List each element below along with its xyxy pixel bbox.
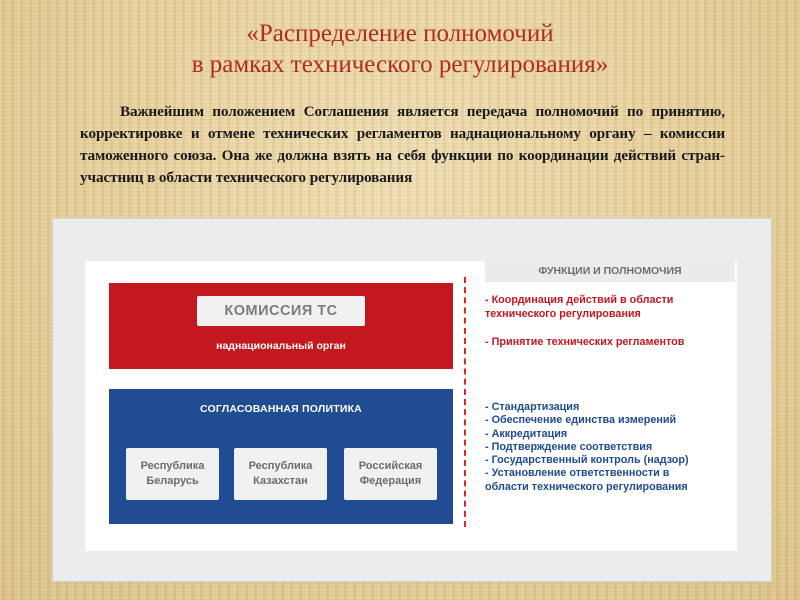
policy-function-0: - Стандартизация (485, 401, 580, 413)
commission-functions-list (485, 293, 745, 363)
commission-subtitle: наднациональный орган (216, 340, 346, 352)
diagram-overlay (52, 218, 770, 580)
slide-title (0, 18, 800, 80)
policy-function-3: - Подтверждение соответствия (485, 440, 653, 453)
policy-function-5-line-2: области технического регулирования (485, 480, 688, 493)
country-kazakhstan-line-1: Республика (248, 460, 313, 472)
slide-title-line-2: в рамках технического регулирования» (191, 51, 609, 78)
policy-function-4: - Государственный контроль (надзор) (485, 454, 689, 467)
country-russia-line-1: Российская (358, 460, 423, 472)
country-box-russia (344, 448, 437, 500)
policy-function-5-line-1: - Установление ответственности в (485, 467, 670, 480)
policy-function-1: - Обеспечение единства измерений (485, 414, 677, 427)
country-belarus-line-2: Беларусь (146, 475, 199, 487)
intro-paragraph: Важнейшим положением Соглашения является передача полномочий по принятию, корректировке и отмене технических регламентов наднациональному органу – комиссии таможенного союза. Она же должна взять на себя функции по координации действий стран-участниц в области технического регулирования (80, 103, 725, 186)
country-russia-line-2: Федерация (359, 475, 422, 487)
dashed-divider (464, 277, 466, 527)
commission-function-1-line-1: - Принятие технических регламентов (485, 336, 685, 348)
commission-function-0-line-2: технического регулирования (485, 308, 641, 320)
commission-label: КОМИССИЯ ТС (197, 296, 365, 326)
functions-title: ФУНКЦИИ И ПОЛНОМОЧИЯ (485, 260, 735, 282)
country-box-kazakhstan (234, 448, 327, 500)
commission-function-item (485, 335, 745, 349)
policy-function-2: - Аккредитация (485, 427, 568, 440)
commission-function-item (485, 293, 745, 321)
country-box-belarus (126, 448, 219, 500)
country-belarus-line-1: Республика (140, 460, 205, 472)
policy-title: СОГЛАСОВАННАЯ ПОЛИТИКА (200, 403, 362, 415)
country-kazakhstan-line-2: Казахстан (253, 475, 308, 487)
commission-function-0-line-1: - Координация действий в области (485, 294, 674, 306)
slide-title-line-1: «Распределение полномочий (246, 20, 554, 47)
policy-box (109, 389, 453, 524)
commission-box (109, 283, 453, 369)
policy-functions-list (485, 401, 745, 494)
